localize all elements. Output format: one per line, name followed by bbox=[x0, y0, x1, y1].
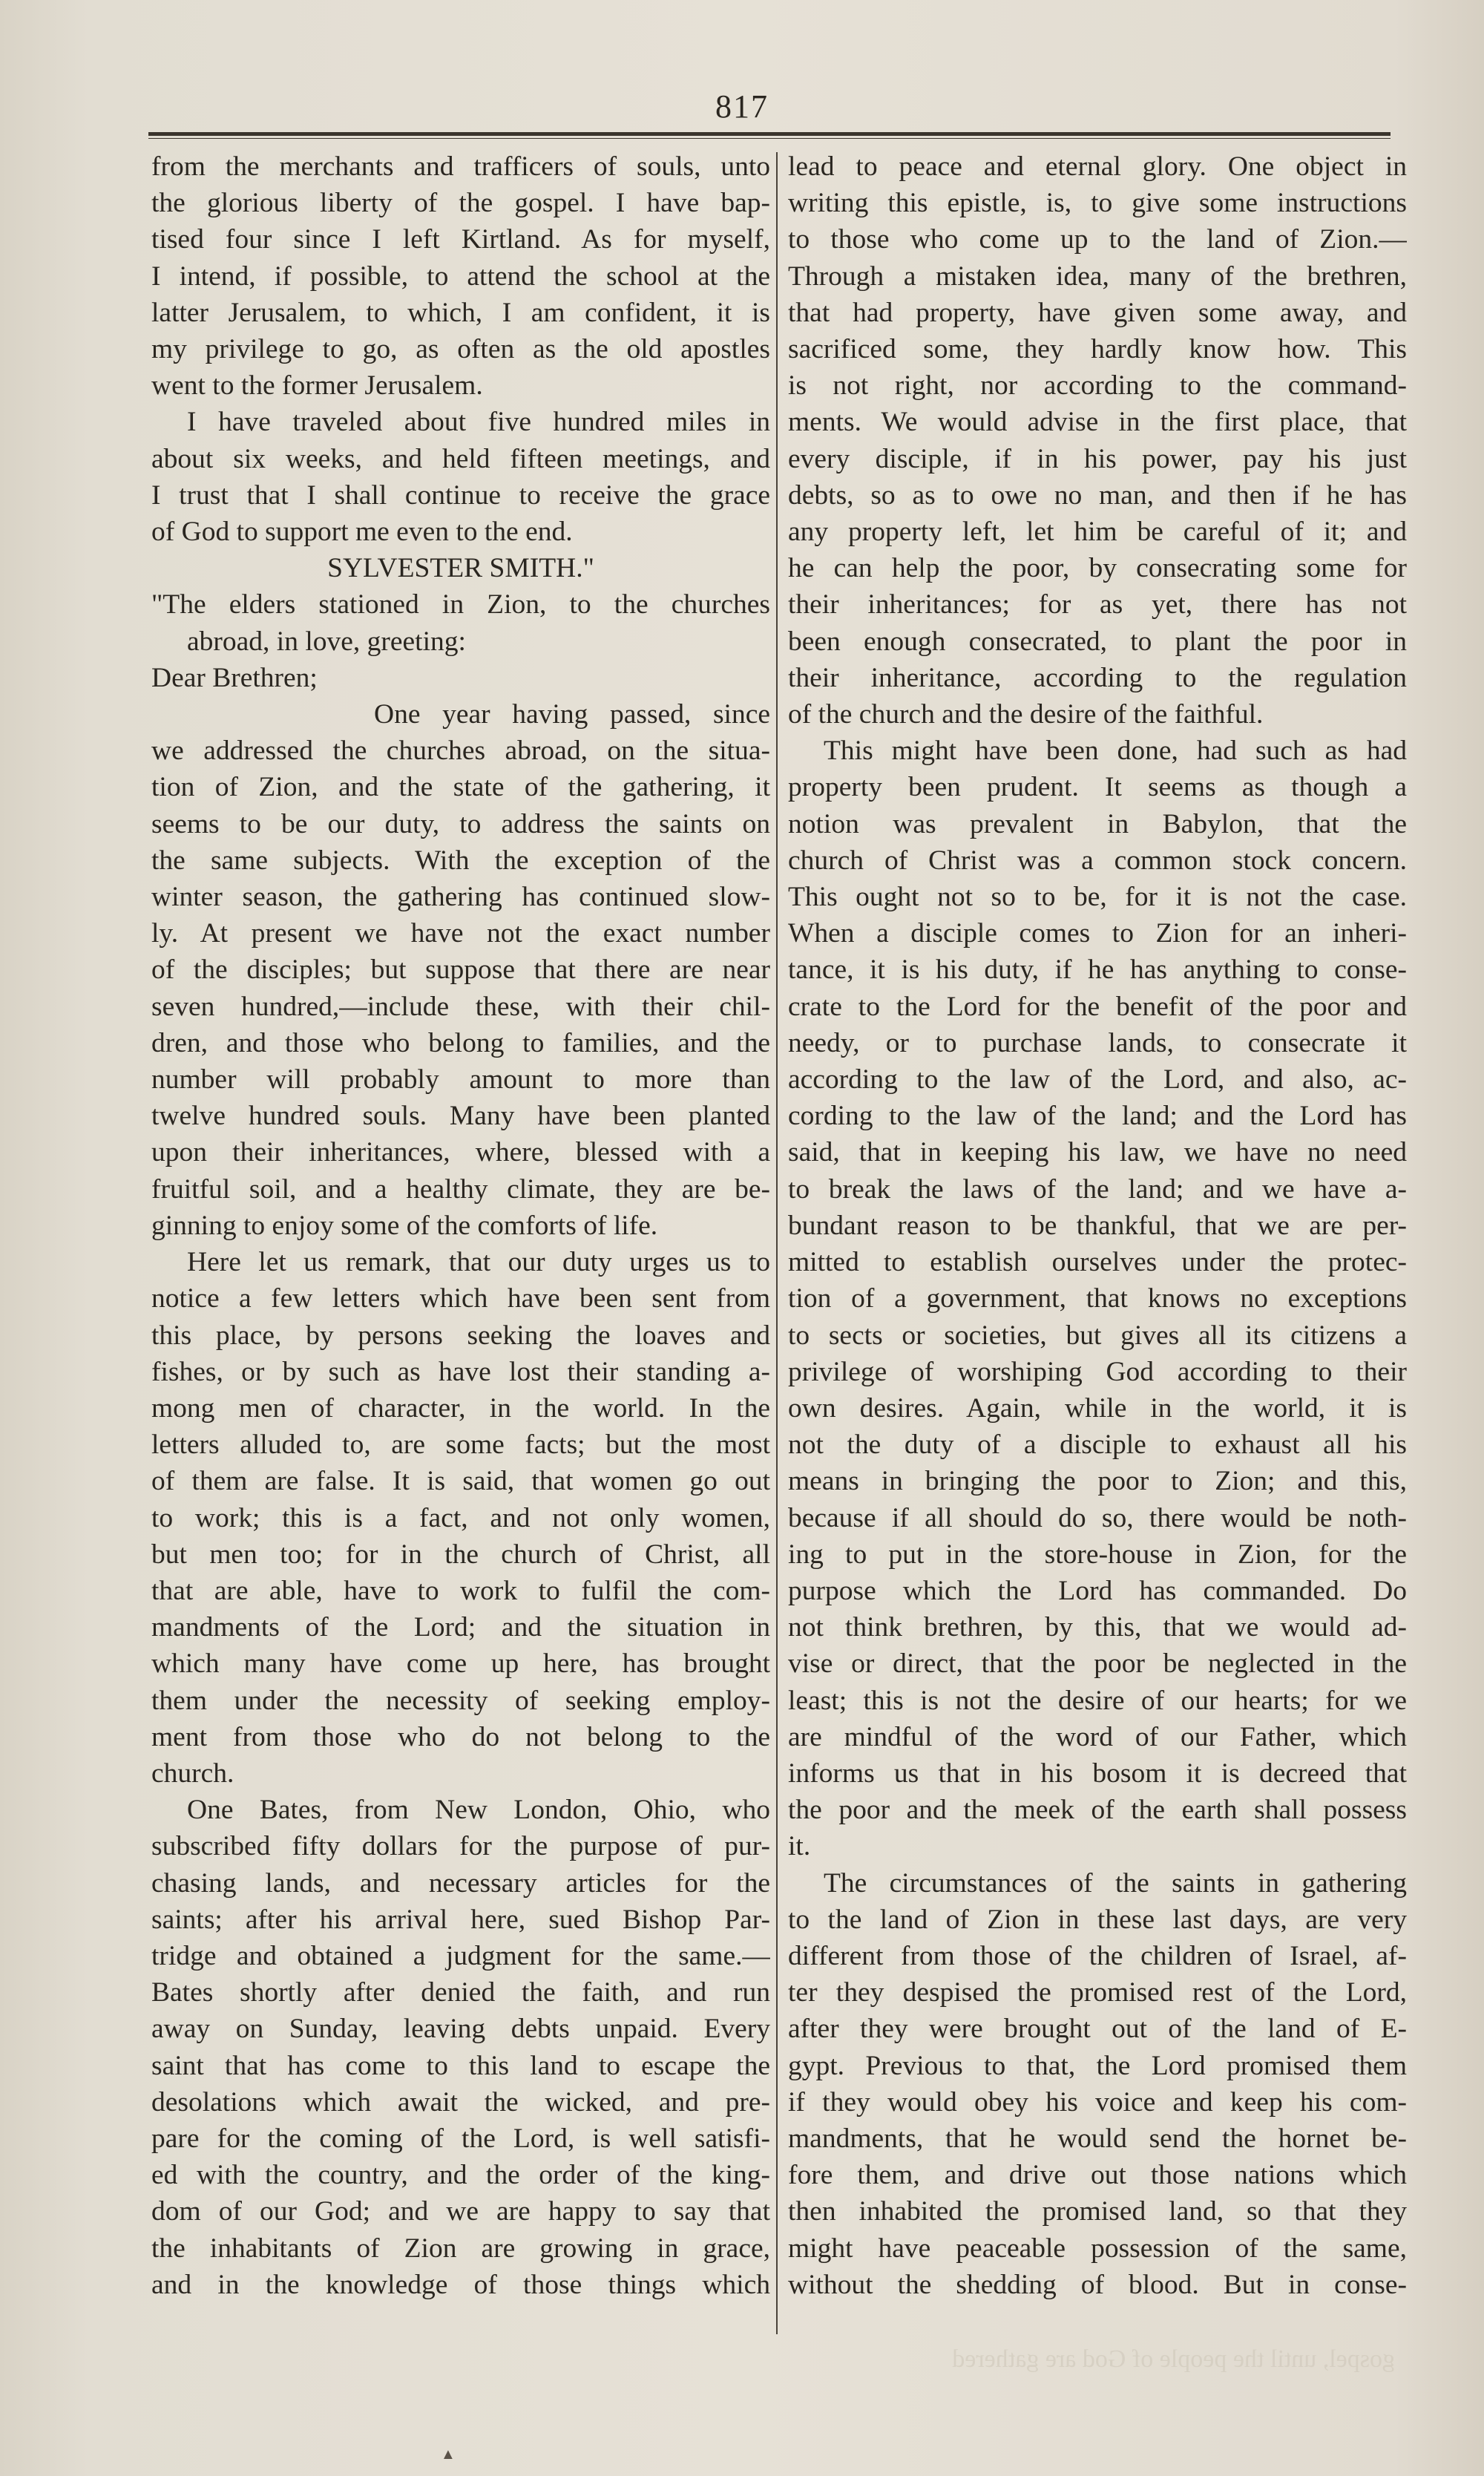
text-line: bundant reason to be thankful, that we are per- bbox=[788, 1210, 1407, 1241]
text-line: about six weeks, and held fifteen meetings, and bbox=[151, 443, 770, 474]
text-line: the inhabitants of Zion are growing in grace, bbox=[151, 2233, 770, 2264]
header-rule bbox=[148, 132, 1391, 139]
text-line: least; this is not the desire of our hearts; for we bbox=[788, 1685, 1407, 1716]
left-column bbox=[151, 148, 770, 2303]
text-line: if they would obey his voice and keep his com- bbox=[788, 2086, 1407, 2118]
text-line: sacrificed some, they hardly know how. This bbox=[788, 334, 1407, 365]
text-line: went to the former Jerusalem. bbox=[151, 370, 483, 402]
text-line: Here let us remark, that our duty urges us to bbox=[187, 1247, 770, 1278]
text-line: ly. At present we have not the exact number bbox=[151, 918, 770, 949]
column-divider bbox=[776, 152, 778, 2334]
text-line: according to the law of the Lord, and also, ac- bbox=[788, 1064, 1407, 1095]
text-line: tion of a government, that knows no exceptions bbox=[788, 1283, 1407, 1314]
text-line: that had property, have given some away, and bbox=[788, 297, 1407, 328]
text-line: to sects or societies, but gives all its citizens a bbox=[788, 1320, 1407, 1351]
text-line: to the land of Zion in these last days, are very bbox=[788, 1904, 1407, 1935]
text-line: mong men of character, in the world. In the bbox=[151, 1392, 770, 1424]
text-line: SYLVESTER SMITH." bbox=[327, 553, 594, 584]
text-line: One Bates, from New London, Ohio, who bbox=[187, 1795, 770, 1826]
text-line: notice a few letters which have been sent from bbox=[151, 1283, 770, 1314]
text-line: needy, or to purchase lands, to consecrate it bbox=[788, 1027, 1407, 1058]
text-line: then inhabited the promised land, so that they bbox=[788, 2196, 1407, 2227]
text-line: chasing lands, and necessary articles for the bbox=[151, 1867, 770, 1899]
text-line: seems to be our duty, to address the saints on bbox=[151, 808, 770, 839]
text-line: subscribed fifty dollars for the purpose of pur- bbox=[151, 1831, 770, 1862]
text-line: saint that has come to this land to escape the bbox=[151, 2050, 770, 2081]
text-line: the glorious liberty of the gospel. I have bap- bbox=[151, 188, 770, 219]
text-line: the poor and the meek of the earth shall possess bbox=[788, 1795, 1407, 1826]
text-line: that are able, have to work to fulfil the com- bbox=[151, 1575, 770, 1606]
text-line: means in bringing the poor to Zion; and this, bbox=[788, 1466, 1407, 1497]
text-line: informs us that in his bosom it is decreed that bbox=[788, 1758, 1407, 1789]
text-line: "The elders stationed in Zion, to the churches bbox=[151, 589, 770, 620]
text-line: winter season, the gathering has continued slow- bbox=[151, 882, 770, 913]
text-line: tion of Zion, and the state of the gathering, it bbox=[151, 772, 770, 803]
text-line: pare for the coming of the Lord, is well satisfi- bbox=[151, 2123, 770, 2154]
text-line: upon their inheritances, where, blessed with a bbox=[151, 1137, 770, 1168]
text-line: of them are false. It is said, that women go out bbox=[151, 1466, 770, 1497]
text-line: gypt. Previous to that, the Lord promised them bbox=[788, 2050, 1407, 2081]
text-line: is not right, nor according to the command- bbox=[788, 370, 1407, 402]
text-line: which many have come up here, has brought bbox=[151, 1648, 770, 1680]
footer-mark: ▲ bbox=[441, 2446, 456, 2463]
text-line: Through a mistaken idea, many of the brethren, bbox=[788, 261, 1407, 292]
text-line: to work; this is a fact, and not only women, bbox=[151, 1502, 770, 1533]
text-line: One year having passed, since bbox=[374, 699, 770, 730]
text-line: every disciple, if in his power, pay his just bbox=[788, 443, 1407, 474]
text-line: The circumstances of the saints in gathering bbox=[824, 1867, 1407, 1899]
text-line: seven hundred,—include these, with their chil- bbox=[151, 991, 770, 1022]
text-line: away on Sunday, leaving debts unpaid. Every bbox=[151, 2014, 770, 2045]
text-line: dren, and those who belong to families, and the bbox=[151, 1027, 770, 1058]
text-line: ment from those who do not belong to the bbox=[151, 1721, 770, 1752]
text-line: abroad, in love, greeting: bbox=[187, 626, 466, 657]
text-line: desolations which await the wicked, and pre- bbox=[151, 2086, 770, 2118]
text-line: ments. We would advise in the first place, that bbox=[788, 407, 1407, 438]
text-line: latter Jerusalem, to which, I am confident, it is bbox=[151, 297, 770, 328]
right-column bbox=[788, 148, 1407, 2303]
text-line: Dear Brethren; bbox=[151, 662, 318, 693]
text-line: tance, it is his duty, if he has anything to conse- bbox=[788, 954, 1407, 986]
text-line: said, that in keeping his law, we have no need bbox=[788, 1137, 1407, 1168]
text-line: ing to put in the store-house in Zion, for the bbox=[788, 1539, 1407, 1570]
text-line: my privilege to go, as often as the old apostles bbox=[151, 334, 770, 365]
text-line: church. bbox=[151, 1758, 234, 1789]
text-line: debts, so as to owe no man, and then if he has bbox=[788, 479, 1407, 511]
text-line: them under the necessity of seeking employ- bbox=[151, 1685, 770, 1716]
text-line: number will probably amount to more than bbox=[151, 1064, 770, 1095]
text-line: fishes, or by such as have lost their standing a- bbox=[151, 1356, 770, 1387]
text-line: mandments, that he would send the hornet be- bbox=[788, 2123, 1407, 2154]
text-line: are mindful of the word of our Father, which bbox=[788, 1721, 1407, 1752]
text-line: because if all should do so, there would be noth- bbox=[788, 1502, 1407, 1533]
text-line: been enough consecrated, to plant the poor in bbox=[788, 626, 1407, 657]
text-line: any property left, let him be careful of it; and bbox=[788, 517, 1407, 548]
text-line: of God to support me even to the end. bbox=[151, 517, 573, 548]
text-line: we addressed the churches abroad, on the situa- bbox=[151, 736, 770, 767]
bleed-through-text: gospel, until the people of God are gathered bbox=[952, 2345, 1395, 2373]
text-line: fore them, and drive out those nations which bbox=[788, 2160, 1407, 2191]
text-line: notion was prevalent in Babylon, that the bbox=[788, 808, 1407, 839]
text-line: saints; after his arrival here, sued Bishop Par- bbox=[151, 1904, 770, 1935]
text-line: ginning to enjoy some of the comforts of life. bbox=[151, 1210, 658, 1241]
text-line: mandments of the Lord; and the situation in bbox=[151, 1612, 770, 1643]
text-line: their inheritances; for as yet, there has not bbox=[788, 589, 1407, 620]
text-line: fruitful soil, and a healthy climate, they are be- bbox=[151, 1173, 770, 1205]
text-line: tridge and obtained a judgment for the same.— bbox=[151, 1940, 770, 1971]
text-line: cording to the law of the land; and the Lord has bbox=[788, 1101, 1407, 1132]
text-line: I trust that I shall continue to receive the grace bbox=[151, 479, 770, 511]
text-line: privilege of worshiping God according to their bbox=[788, 1356, 1407, 1387]
text-line: to break the laws of the land; and we have a- bbox=[788, 1173, 1407, 1205]
text-line: of the disciples; but suppose that there are near bbox=[151, 954, 770, 986]
text-line: This ought not so to be, for it is not the case. bbox=[788, 882, 1407, 913]
text-line: from the merchants and trafficers of souls, unto bbox=[151, 151, 770, 182]
text-line: lead to peace and eternal glory. One object in bbox=[788, 151, 1407, 182]
text-line: their inheritance, according to the regulation bbox=[788, 662, 1407, 693]
text-line: without the shedding of blood. But in conse- bbox=[788, 2269, 1407, 2300]
text-line: might have peaceable possession of the same, bbox=[788, 2233, 1407, 2264]
text-line: twelve hundred souls. Many have been planted bbox=[151, 1101, 770, 1132]
text-line: this place, by persons seeking the loaves and bbox=[151, 1320, 770, 1351]
page-number: 817 bbox=[715, 88, 769, 125]
text-line: dom of our God; and we are happy to say that bbox=[151, 2196, 770, 2227]
text-line: church of Christ was a common stock concern. bbox=[788, 845, 1407, 876]
text-line: after they were brought out of the land of E- bbox=[788, 2014, 1407, 2045]
text-line: writing this epistle, is, to give some instructions bbox=[788, 188, 1407, 219]
text-line: property been prudent. It seems as though a bbox=[788, 772, 1407, 803]
text-line: purpose which the Lord has commanded. Do bbox=[788, 1575, 1407, 1606]
text-line: vise or direct, that the poor be neglected in the bbox=[788, 1648, 1407, 1680]
text-line: he can help the poor, by consecrating some for bbox=[788, 553, 1407, 584]
text-line: not the duty of a disciple to exhaust all his bbox=[788, 1429, 1407, 1461]
text-line: different from those of the children of Israel, af- bbox=[788, 1940, 1407, 1971]
text-line: the same subjects. With the exception of the bbox=[151, 845, 770, 876]
text-line: tised four since I left Kirtland. As for myself, bbox=[151, 224, 770, 255]
text-line: mitted to establish ourselves under the protec- bbox=[788, 1247, 1407, 1278]
text-line: Bates shortly after denied the faith, and run bbox=[151, 1977, 770, 2008]
text-line: not think brethren, by this, that we would ad- bbox=[788, 1612, 1407, 1643]
text-line: ter they despised the promised rest of the Lord, bbox=[788, 1977, 1407, 2008]
text-line: but men too; for in the church of Christ, all bbox=[151, 1539, 770, 1570]
text-line: crate to the Lord for the benefit of the poor and bbox=[788, 991, 1407, 1022]
text-line: ed with the country, and the order of the king- bbox=[151, 2160, 770, 2191]
text-line: I intend, if possible, to attend the school at the bbox=[151, 261, 770, 292]
text-line: of the church and the desire of the faithful. bbox=[788, 699, 1264, 730]
text-line: letters alluded to, are some facts; but the most bbox=[151, 1429, 770, 1461]
text-line: I have traveled about five hundred miles in bbox=[187, 407, 770, 438]
text-line: and in the knowledge of those things which bbox=[151, 2269, 770, 2300]
text-line: to those who come up to the land of Zion.— bbox=[788, 224, 1407, 255]
text-line: own desires. Again, while in the world, it is bbox=[788, 1392, 1407, 1424]
text-line: This might have been done, had such as had bbox=[824, 736, 1407, 767]
text-line: When a disciple comes to Zion for an inheri- bbox=[788, 918, 1407, 949]
text-line: it. bbox=[788, 1831, 811, 1862]
